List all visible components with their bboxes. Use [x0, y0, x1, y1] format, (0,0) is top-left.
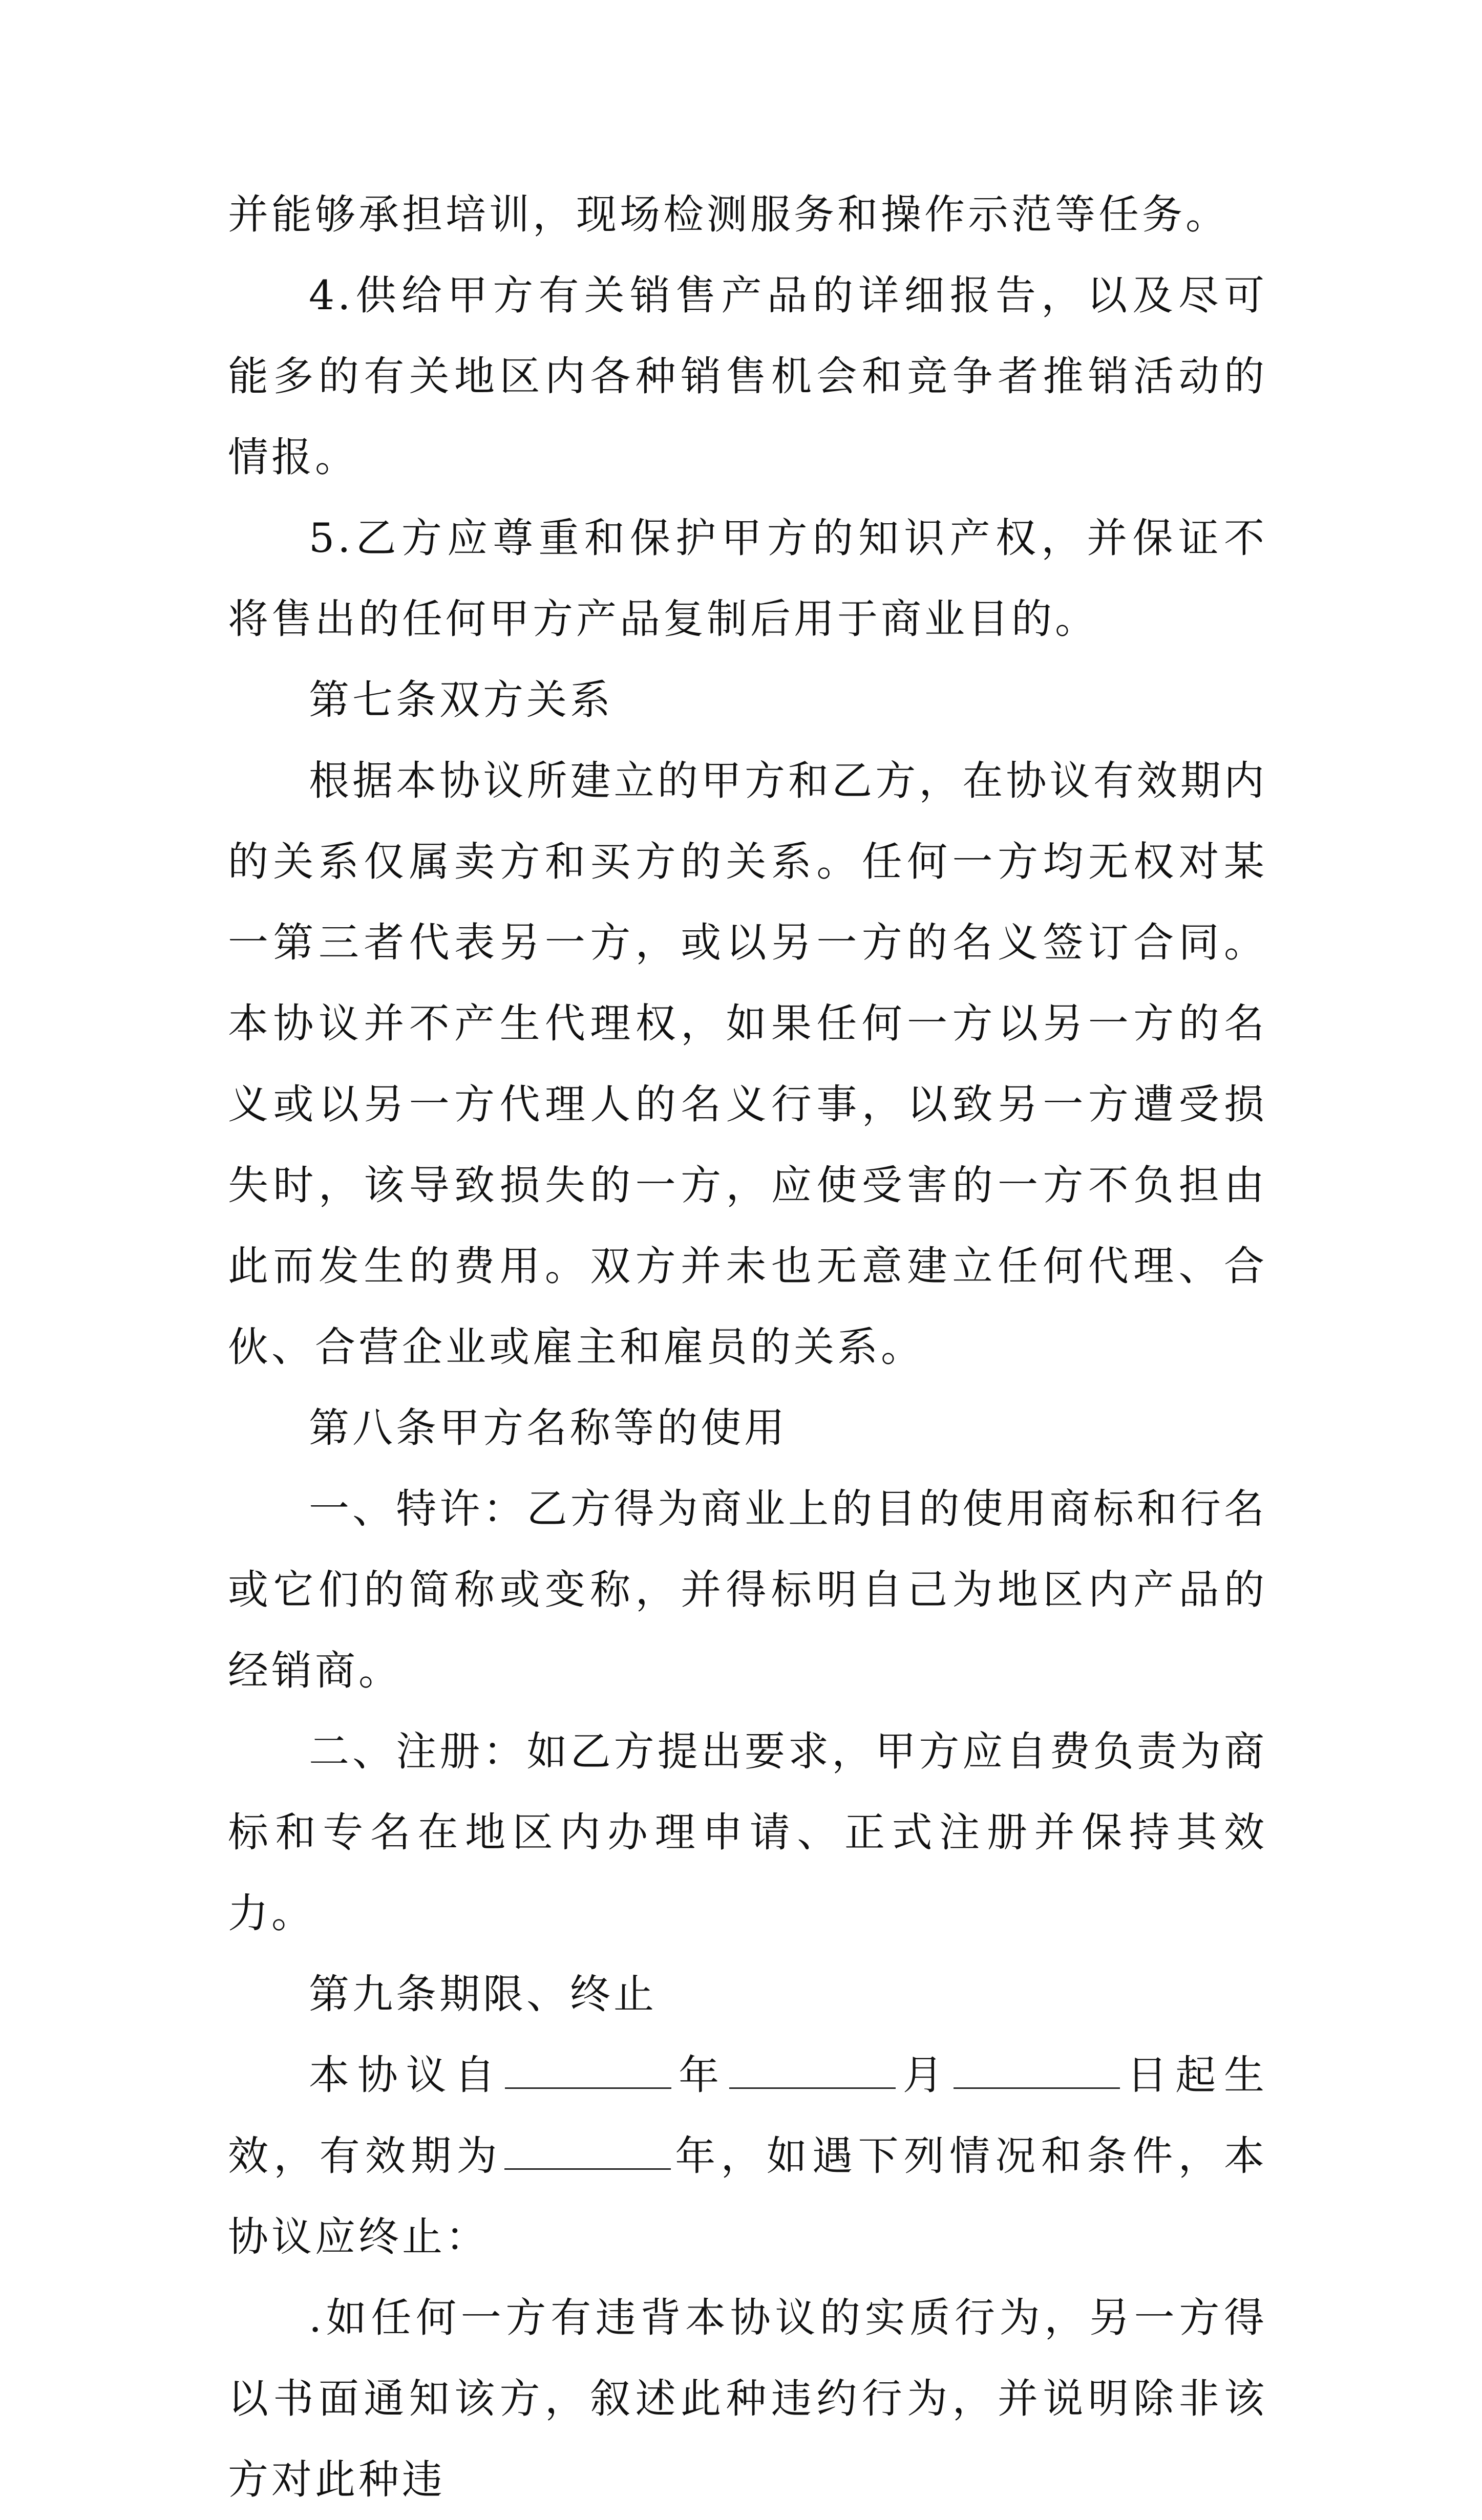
- paragraph-article-8-registration: 二、注册：如乙方提出要求，甲方应自费负责为商标和专名在地区内办理申请、正式注册并保持其效力。: [228, 1728, 1267, 1937]
- paragraph-term-clause: [228, 2035, 1267, 2277]
- month-blank: [729, 2087, 896, 2089]
- day-blank: [954, 2087, 1120, 2089]
- paragraph-article-8-license: 一、特许：乙方得为商业上的目的使用商标和行名或它们的简称或变称，并得标明自己为地区内产品的经销商。: [228, 1485, 1267, 1694]
- year-blank: [505, 2087, 671, 2089]
- month-label: 月: [897, 2052, 951, 2099]
- paragraph-item-4: 4.供给甲方有关销售产品的详细报告，以及尽可能多的有关地区内各种销售机会和竞争者推销活动的情报。: [228, 272, 1267, 481]
- day-label: 日起生效，: [228, 2052, 1268, 2180]
- heading-article-9: 第九条期限、终止: [309, 1971, 657, 2018]
- term-start-text: 本协议自: [309, 2052, 503, 2099]
- validity-suffix: 年，如遇下列情况和条件，本协议应终止：: [228, 2132, 1268, 2260]
- validity-years-blank: [504, 2168, 671, 2170]
- heading-article-8: 第八条甲方名称等的使用: [309, 1404, 788, 1451]
- paragraph-continued: 并能够承担培训，现场检测服务和操作示范等任务。: [228, 191, 1229, 238]
- document-page: [228, 174, 1267, 2520]
- validity-prefix: 有效期为: [319, 2132, 502, 2180]
- paragraph-article-7: 根据本协议所建立的甲方和乙方，在协议有效期内的关系仅属卖方和买方的关系。任何一方均无权对某一第三者代表另一方，或以另一方的名义签订合同。本协议并不产生代理权，如果任何一方以另一方的名义或以另一方代理人的名义行事，以致另一方遭受损失时，该导致损失的一方，应使受害的一方不负担由此而发生的费用。双方并未也无意建立任何代理、合伙、合营企业或雇主和雇员的关系。: [228, 757, 1267, 1371]
- year-label: 年: [673, 2052, 727, 2099]
- paragraph-item-5: 5.乙方应尊重和保护甲方的知识产权，并保证不将售出的任何甲方产品复制后用于商业目的。: [228, 515, 1267, 643]
- paragraph-termination-condition: .如任何一方有违背本协议的实质行为，另一方得以书面通知该方，叙述此种违约行为，并说明除非该方对此种违: [228, 2294, 1267, 2503]
- heading-article-7: 第七条双方关系: [309, 676, 613, 723]
